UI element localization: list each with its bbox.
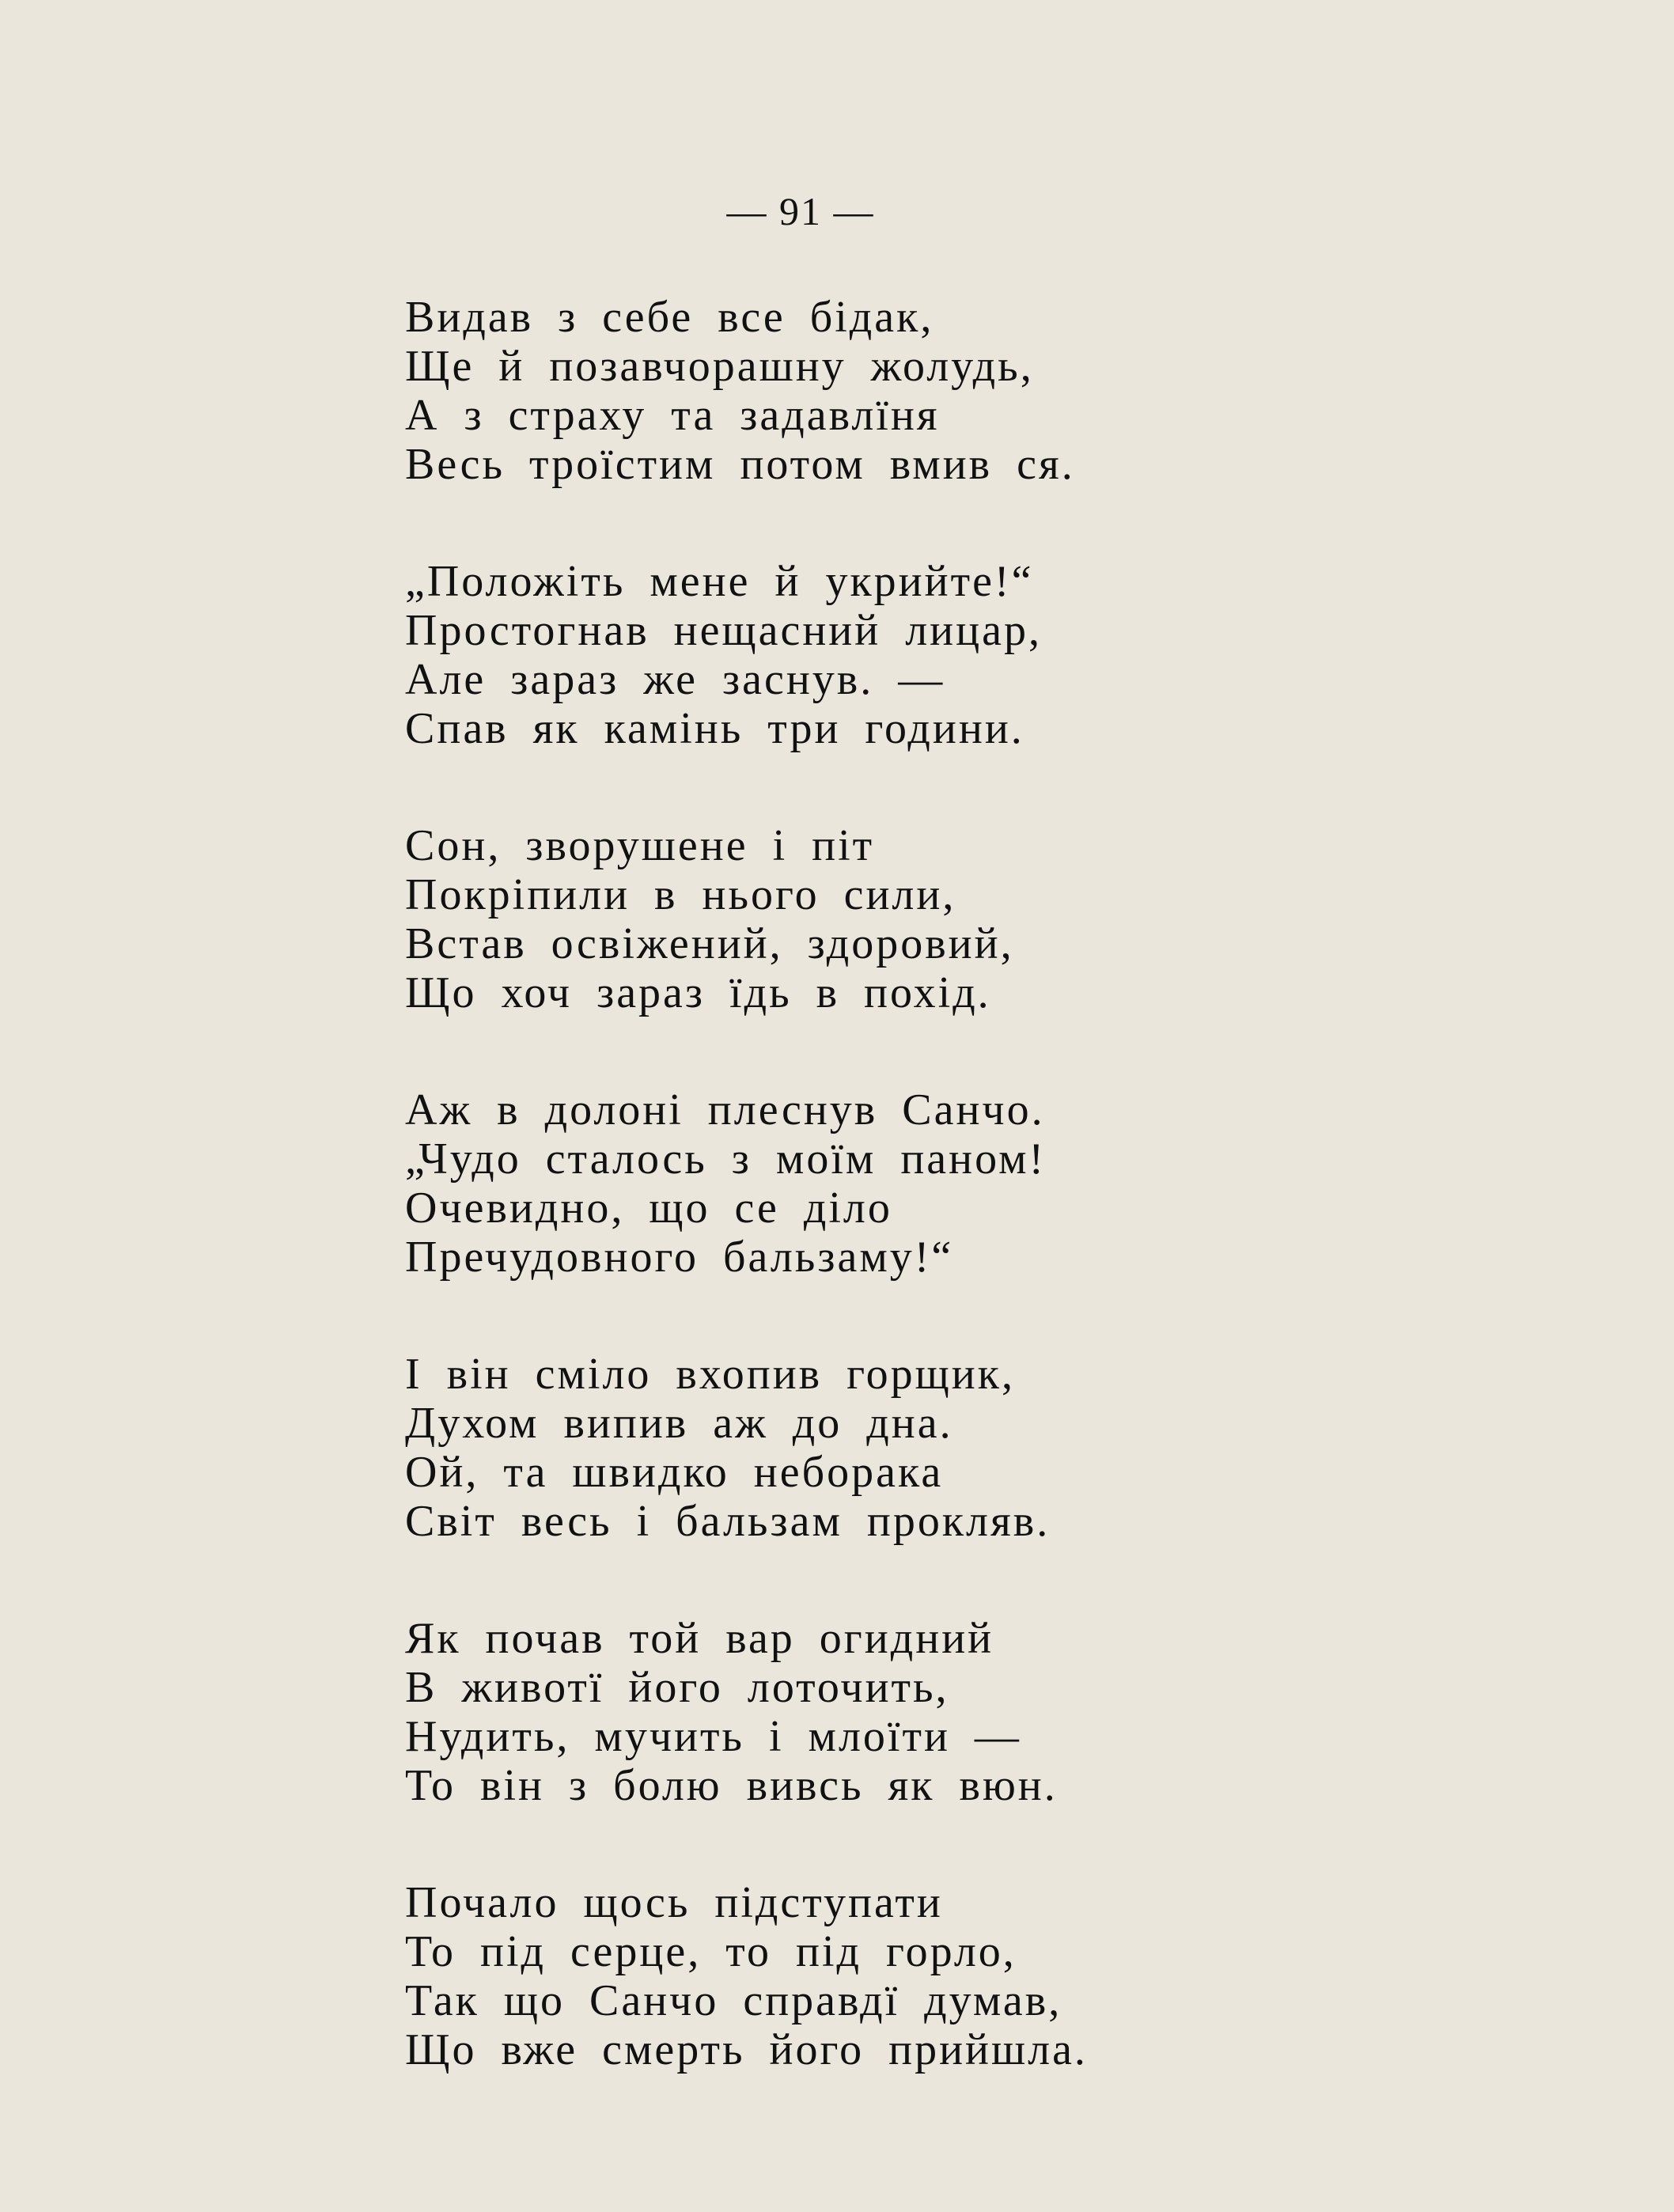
poem-line: Що хоч зараз їдь в похід. [405, 968, 991, 1017]
poem-line: То він з болю вивсь як вюн. [405, 1761, 1058, 1810]
poem-line: Спав як камінь три години. [405, 704, 1024, 753]
poem-line: Простогнав нещасний лицар, [405, 606, 1042, 655]
stanza [405, 293, 1354, 489]
stanza [405, 1878, 1354, 2074]
poem-line: Пречудовного бальзаму!“ [405, 1233, 954, 1282]
poem-line: Так що Санчо справдї думав, [405, 1976, 1062, 2025]
poem-line: „Положіть мене й укрийте!“ [405, 557, 1034, 606]
stanza [405, 557, 1354, 753]
poem-line: Покріпили в нього сили, [405, 870, 956, 919]
poem-line: Світ весь і бальзам прокляв. [405, 1497, 1051, 1546]
poem-line: Що вже смерть його прийшла. [405, 2025, 1088, 2074]
stanza [405, 1614, 1354, 1810]
stanza [405, 821, 1354, 1017]
poem-line: Як почав той вар огидний [405, 1614, 994, 1663]
poem-line: Але зараз же заснув. — [405, 655, 945, 704]
poem-line: Ой, та швидко неборака [405, 1448, 944, 1497]
poem-line: Весь троїстим потом вмив ся. [405, 440, 1075, 489]
stanza [405, 1085, 1354, 1282]
poem-line: Аж в долоні плеснув Санчо. [405, 1085, 1045, 1134]
poem-line: Ще й позавчорашну жолудь, [405, 342, 1034, 391]
poem-line: В животї його лоточить, [405, 1663, 949, 1712]
poem-line: Почало щось підступати [405, 1878, 943, 1927]
poem-line: Нудить, мучить і млоїти — [405, 1712, 1021, 1761]
stanza [405, 1350, 1354, 1546]
poem-line: Встав освіжений, здоровий, [405, 919, 1014, 968]
poem-line: Сон, зворушене і піт [405, 821, 875, 870]
poem-line: „Чудо сталось з моїм паном! [405, 1134, 1047, 1184]
poem-line: Видав з себе все бідак, [405, 293, 934, 342]
poem-line: То під серце, то під горло, [405, 1927, 1017, 1976]
poem-line: Очевидно, що се діло [405, 1184, 892, 1233]
poem [405, 293, 1354, 2142]
poem-line: А з страху та задавлїня [405, 391, 940, 440]
poem-line: І він сміло вхопив горщик, [405, 1350, 1015, 1399]
poem-line: Духом випив аж до дна. [405, 1399, 953, 1448]
page-number: — 91 — [726, 189, 875, 233]
